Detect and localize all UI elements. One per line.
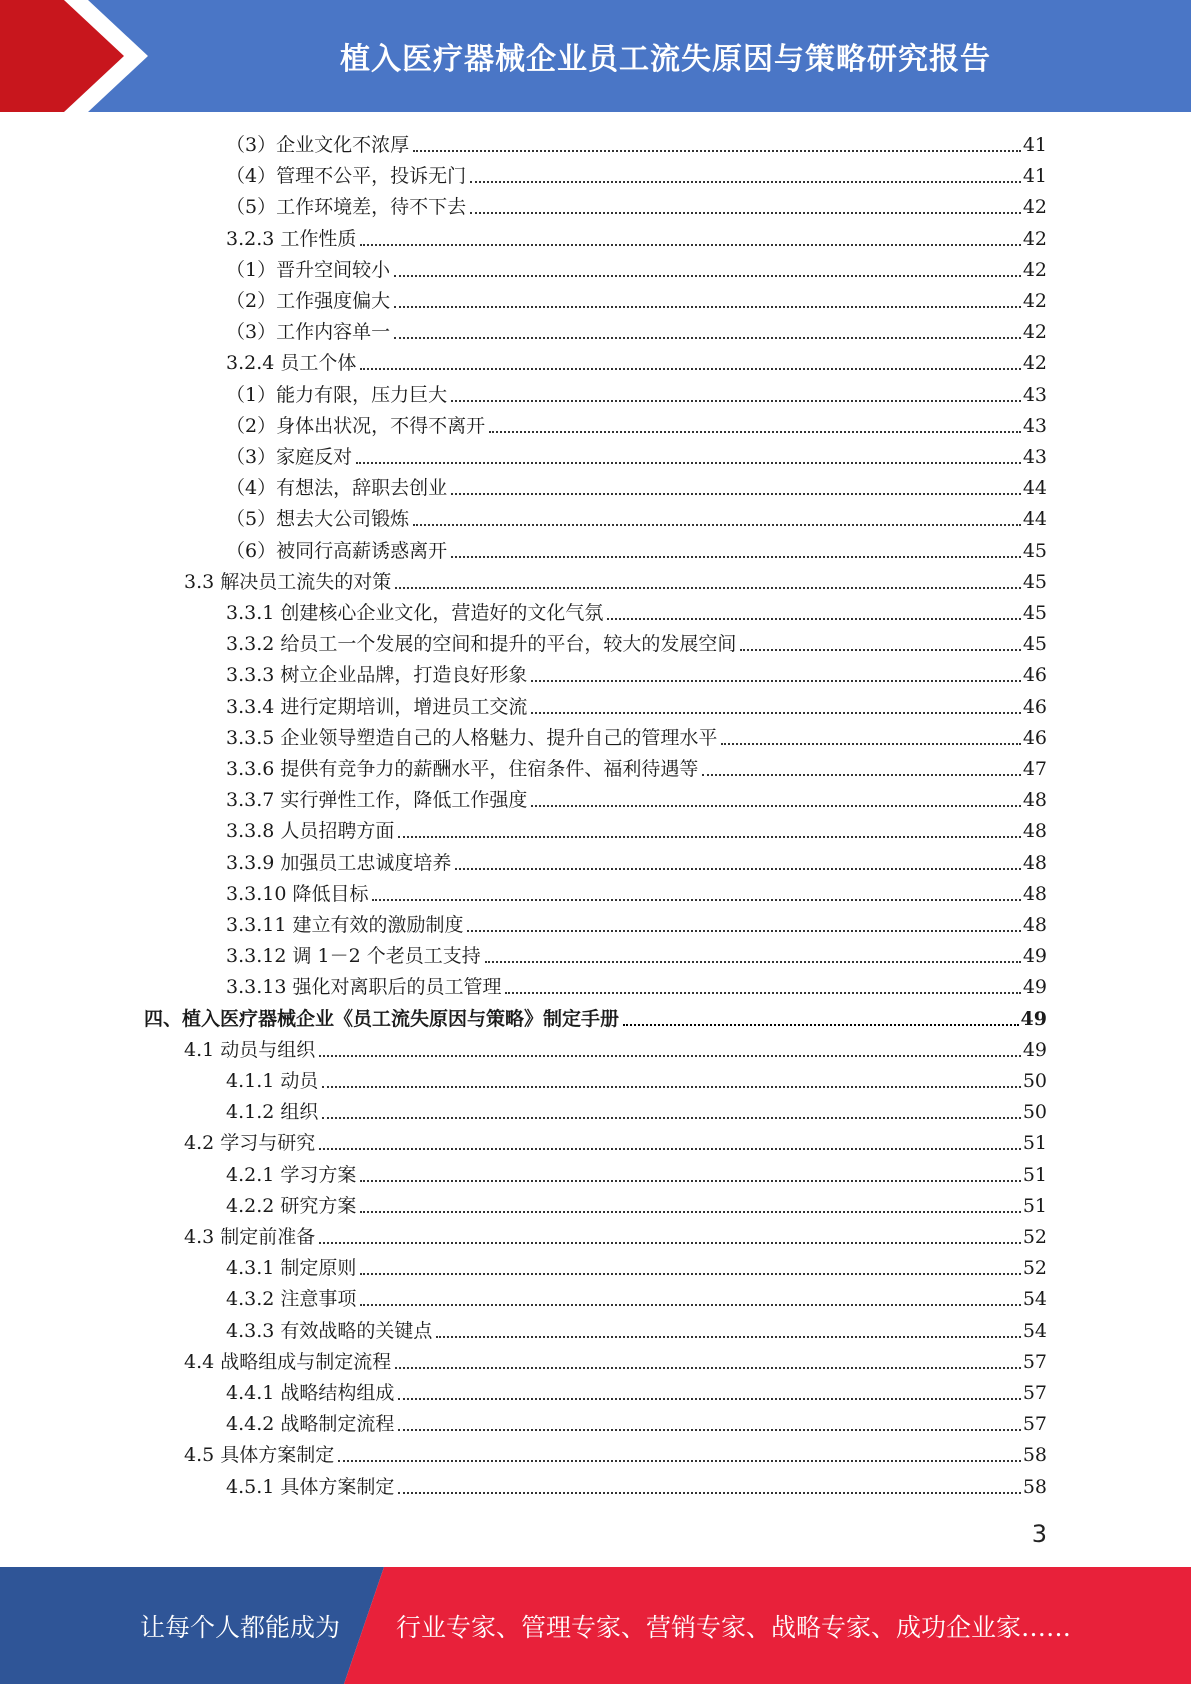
toc-entry-page: 41	[1022, 134, 1047, 156]
toc-leader-dots	[623, 1022, 1019, 1026]
toc-entry-page: 42	[1022, 227, 1047, 250]
toc-entry-label: （4）管理不公平，投诉无门	[226, 165, 467, 188]
footer-slogan-left: 让每个人都能成为	[140, 1612, 341, 1642]
toc-entry-label: 3.2.4 员工个体	[226, 352, 357, 375]
toc-entry[interactable]	[226, 658, 1047, 688]
toc-entry[interactable]	[226, 534, 1047, 564]
toc-entry[interactable]	[184, 1438, 1047, 1468]
toc-leader-dots	[398, 1427, 1020, 1431]
toc-entry-page: 43	[1022, 414, 1047, 437]
toc-leader-dots	[607, 616, 1020, 620]
toc-entry-page: 57	[1022, 1413, 1047, 1436]
header-banner	[0, 0, 1191, 112]
toc-entry-label: （5）想去大公司锻炼	[226, 508, 410, 531]
toc-leader-dots	[360, 1178, 1020, 1182]
toc-entry-label: 4.2.2 研究方案	[226, 1194, 357, 1217]
toc-entry-label: 4.4.2 战略制定流程	[226, 1413, 395, 1436]
toc-entry[interactable]	[226, 1251, 1047, 1281]
toc-entry-label: （2）工作强度偏大	[226, 290, 391, 312]
toc-leader-dots	[470, 210, 1021, 214]
toc-leader-dots	[505, 990, 1020, 994]
toc-entry-label: （3）工作内容单一	[226, 321, 391, 344]
toc-leader-dots	[451, 554, 1021, 558]
toc-entry-page: 50	[1022, 1101, 1047, 1124]
toc-entry[interactable]	[226, 1470, 1047, 1500]
toc-entry-label: 4.3.2 注意事项	[226, 1288, 357, 1311]
toc-entry[interactable]	[226, 877, 1047, 907]
toc-entry-page: 45	[1022, 633, 1047, 656]
toc-entry-label: 3.3.13 强化对离职后的员工管理	[226, 976, 502, 999]
toc-leader-dots	[436, 1334, 1020, 1338]
toc-leader-dots	[394, 273, 1021, 277]
toc-entry[interactable]	[226, 752, 1047, 782]
toc-entry-page: 46	[1022, 695, 1047, 718]
toc-entry[interactable]	[226, 1189, 1047, 1219]
toc-entry[interactable]	[226, 471, 1047, 501]
toc-entry[interactable]	[226, 970, 1047, 1000]
toc-entry-label: 3.3.6 提供有竞争力的薪酬水平，住宿条件、福利待遇等	[226, 758, 699, 780]
toc-leader-dots	[702, 772, 1020, 776]
document-title: 植入医疗器械企业员工流失原因与策略研究报告	[340, 42, 991, 77]
toc-entry[interactable]	[226, 1376, 1047, 1406]
toc-entry-page: 42	[1022, 258, 1047, 281]
toc-entry-label: 4.5 具体方案制定	[184, 1444, 335, 1467]
toc-entry-label: 4.1.2 组织	[226, 1101, 319, 1124]
toc-leader-dots	[360, 242, 1020, 246]
toc-entry[interactable]	[226, 1314, 1047, 1344]
toc-entry-page: 47	[1022, 758, 1047, 780]
toc-entry[interactable]	[226, 222, 1047, 252]
toc-leader-dots	[319, 1053, 1021, 1057]
toc-entry[interactable]	[184, 1126, 1047, 1156]
toc-entry-page: 43	[1022, 383, 1047, 406]
toc-entry[interactable]	[226, 190, 1047, 220]
toc-entry-page: 51	[1022, 1194, 1047, 1217]
toc-entry-page: 50	[1022, 1070, 1047, 1092]
toc-leader-dots	[531, 803, 1020, 807]
toc-entry[interactable]	[226, 502, 1047, 532]
toc-entry-label: 3.3.1 创建核心企业文化，营造好的文化气氛	[226, 602, 604, 624]
toc-leader-dots	[531, 710, 1020, 714]
toc-entry-label: （6）被同行高薪诱惑离开	[226, 539, 448, 562]
toc-leader-dots	[322, 1115, 1020, 1119]
toc-entry[interactable]	[226, 627, 1047, 657]
toc-entry-label: （3）企业文化不浓厚	[226, 134, 410, 156]
toc-leader-dots	[338, 1458, 1021, 1462]
toc-entry-page: 49	[1022, 976, 1047, 999]
toc-entry[interactable]	[184, 565, 1047, 595]
toc-entry-label: 3.3.11 建立有效的激励制度	[226, 914, 464, 936]
toc-entry-page: 45	[1022, 539, 1047, 562]
toc-leader-dots	[356, 460, 1021, 464]
toc-leader-dots	[470, 179, 1021, 183]
toc-entry[interactable]	[226, 596, 1047, 626]
toc-entry-page: 42	[1022, 290, 1047, 312]
toc-entry-page: 45	[1022, 570, 1047, 593]
page-number: 3	[1031, 1520, 1047, 1548]
toc-entry[interactable]	[226, 159, 1047, 189]
toc-leader-dots	[531, 678, 1020, 682]
toc-entry-label: 4.3.1 制定原则	[226, 1257, 357, 1280]
toc-entry-page: 49	[1022, 945, 1047, 968]
toc-entry[interactable]	[226, 378, 1047, 408]
toc-entry[interactable]	[226, 1064, 1047, 1094]
toc-entry-label: 4.1 动员与组织	[184, 1038, 316, 1061]
toc-entry-page: 44	[1022, 508, 1047, 531]
toc-entry-page: 42	[1022, 321, 1047, 344]
toc-leader-dots	[398, 834, 1020, 838]
toc-entry[interactable]	[226, 908, 1047, 938]
toc-entry-label: （1）能力有限，压力巨大	[226, 383, 448, 406]
toc-leader-dots	[360, 1302, 1020, 1306]
toc-leader-dots	[451, 491, 1021, 495]
toc-entry[interactable]	[184, 1345, 1047, 1375]
toc-entry[interactable]	[226, 846, 1047, 876]
toc-entry-label: 4.3 制定前准备	[184, 1226, 316, 1248]
toc-leader-dots	[455, 866, 1020, 870]
toc-entry[interactable]	[226, 253, 1047, 283]
toc-entry[interactable]	[226, 783, 1047, 813]
toc-entry[interactable]	[226, 409, 1047, 439]
toc-entry-label: 3.3.2 给员工一个发展的空间和提升的平台，较大的发展空间	[226, 633, 737, 656]
toc-entry-label: 4.3.3 有效战略的关键点	[226, 1319, 433, 1342]
toc-leader-dots	[394, 304, 1021, 308]
toc-entry[interactable]	[226, 721, 1047, 751]
toc-entry-page: 52	[1022, 1226, 1047, 1248]
toc-leader-dots	[360, 1271, 1020, 1275]
toc-entry[interactable]	[226, 1282, 1047, 1312]
toc-entry-label: （3）家庭反对	[226, 446, 353, 468]
toc-leader-dots	[413, 522, 1021, 526]
toc-entry[interactable]	[226, 346, 1047, 376]
toc-entry-page: 42	[1022, 196, 1047, 219]
toc-entry[interactable]	[226, 939, 1047, 969]
footer-banner	[0, 1567, 1191, 1684]
toc-entry-label: 3.3.12 调 1－2 个老员工支持	[226, 945, 481, 968]
toc-entry-label: 3.3.7 实行弹性工作，降低工作强度	[226, 789, 528, 812]
toc-entry-label: 3.3.4 进行定期培训，增进员工交流	[226, 695, 528, 718]
toc-entry-page: 42	[1022, 352, 1047, 375]
toc-entry-page: 45	[1022, 602, 1047, 624]
toc-entry-page: 48	[1022, 851, 1047, 874]
toc-leader-dots	[319, 1146, 1021, 1150]
toc-entry-label: 3.3.3 树立企业品牌，打造良好形象	[226, 664, 528, 687]
toc-entry[interactable]	[226, 1158, 1047, 1188]
toc-entry-label: 3.3.5 企业领导塑造自己的人格魅力、提升自己的管理水平	[226, 726, 718, 749]
toc-entry-page: 58	[1022, 1475, 1047, 1498]
toc-entry-label: 3.2.3 工作性质	[226, 227, 357, 250]
toc-entry-page: 54	[1022, 1319, 1047, 1342]
toc-entry-page: 48	[1022, 882, 1047, 905]
toc-entry-page: 57	[1022, 1350, 1047, 1373]
toc-entry-page: 51	[1022, 1132, 1047, 1155]
toc-entry[interactable]	[184, 1220, 1047, 1250]
toc-entry-label: （4）有想法，辞职去创业	[226, 477, 448, 500]
toc-entry-page: 46	[1022, 726, 1047, 749]
toc-leader-dots	[451, 398, 1021, 402]
toc-entry-page: 49	[1020, 1007, 1047, 1030]
toc-entry-label: 4.2.1 学习方案	[226, 1163, 357, 1186]
toc-entry-page: 48	[1022, 820, 1047, 843]
toc-entry-label: 3.3.9 加强员工忠诚度培养	[226, 851, 452, 874]
toc-entry[interactable]	[226, 128, 1047, 158]
toc-entry-page: 41	[1022, 165, 1047, 188]
toc-entry[interactable]	[226, 814, 1047, 844]
toc-leader-dots	[395, 1365, 1021, 1369]
toc-entry-page: 51	[1022, 1163, 1047, 1186]
toc-entry-label: 4.2 学习与研究	[184, 1132, 316, 1155]
toc-entry[interactable]	[226, 690, 1047, 720]
toc-entry-page: 48	[1022, 789, 1047, 812]
toc-entry-label: （2）身体出状况，不得不离开	[226, 414, 486, 437]
toc-entry-page: 52	[1022, 1257, 1047, 1280]
toc-entry-label: 4.4.1 战略结构组成	[226, 1382, 395, 1404]
toc-entry[interactable]	[144, 1002, 1047, 1032]
toc-entry-label: 4.1.1 动员	[226, 1070, 319, 1092]
toc-entry[interactable]	[226, 1407, 1047, 1437]
toc-leader-dots	[319, 1240, 1021, 1244]
toc-entry[interactable]	[226, 315, 1047, 345]
toc-entry[interactable]	[226, 1095, 1047, 1125]
toc-leader-dots	[394, 335, 1021, 339]
toc-leader-dots	[721, 741, 1020, 745]
toc-entry-label: 4.5.1 具体方案制定	[226, 1475, 395, 1498]
toc-leader-dots	[322, 1084, 1020, 1088]
toc-entry-page: 58	[1022, 1444, 1047, 1467]
header-arrow-icon	[0, 0, 160, 112]
toc-leader-dots	[360, 366, 1020, 370]
toc-entry-label: 3.3 解决员工流失的对策	[184, 570, 392, 593]
toc-leader-dots	[485, 959, 1021, 963]
toc-entry-page: 57	[1022, 1382, 1047, 1404]
toc-leader-dots	[740, 647, 1020, 651]
toc-entry-label: 3.3.10 降低目标	[226, 882, 369, 905]
toc-entry-label: （5）工作环境差，待不下去	[226, 196, 467, 219]
toc-entry-page: 43	[1022, 446, 1047, 468]
toc-leader-dots	[360, 1209, 1020, 1213]
toc-entry-page: 49	[1022, 1038, 1047, 1061]
toc-entry-page: 46	[1022, 664, 1047, 687]
toc-leader-dots	[395, 585, 1021, 589]
toc-entry-page: 54	[1022, 1288, 1047, 1311]
toc-entry-page: 48	[1022, 914, 1047, 936]
toc-entry-label: 4.4 战略组成与制定流程	[184, 1350, 392, 1373]
footer-slogan-right: 行业专家、管理专家、营销专家、战略专家、成功企业家……	[396, 1612, 1072, 1642]
toc-entry[interactable]	[226, 284, 1047, 314]
toc-leader-dots	[398, 1396, 1020, 1400]
toc-entry[interactable]	[184, 1033, 1047, 1063]
toc-entry[interactable]	[226, 440, 1047, 470]
toc-entry-label: （1）晋升空间较小	[226, 258, 391, 281]
toc-leader-dots	[489, 429, 1021, 433]
toc-entry-label: 3.3.8 人员招聘方面	[226, 820, 395, 843]
toc-entry-page: 44	[1022, 477, 1047, 500]
toc-leader-dots	[467, 928, 1020, 932]
toc-leader-dots	[372, 897, 1020, 901]
toc-leader-dots	[398, 1490, 1020, 1494]
toc-leader-dots	[413, 148, 1021, 152]
toc-entry-label: 四、植入医疗器械企业《员工流失原因与策略》制定手册	[144, 1007, 620, 1030]
